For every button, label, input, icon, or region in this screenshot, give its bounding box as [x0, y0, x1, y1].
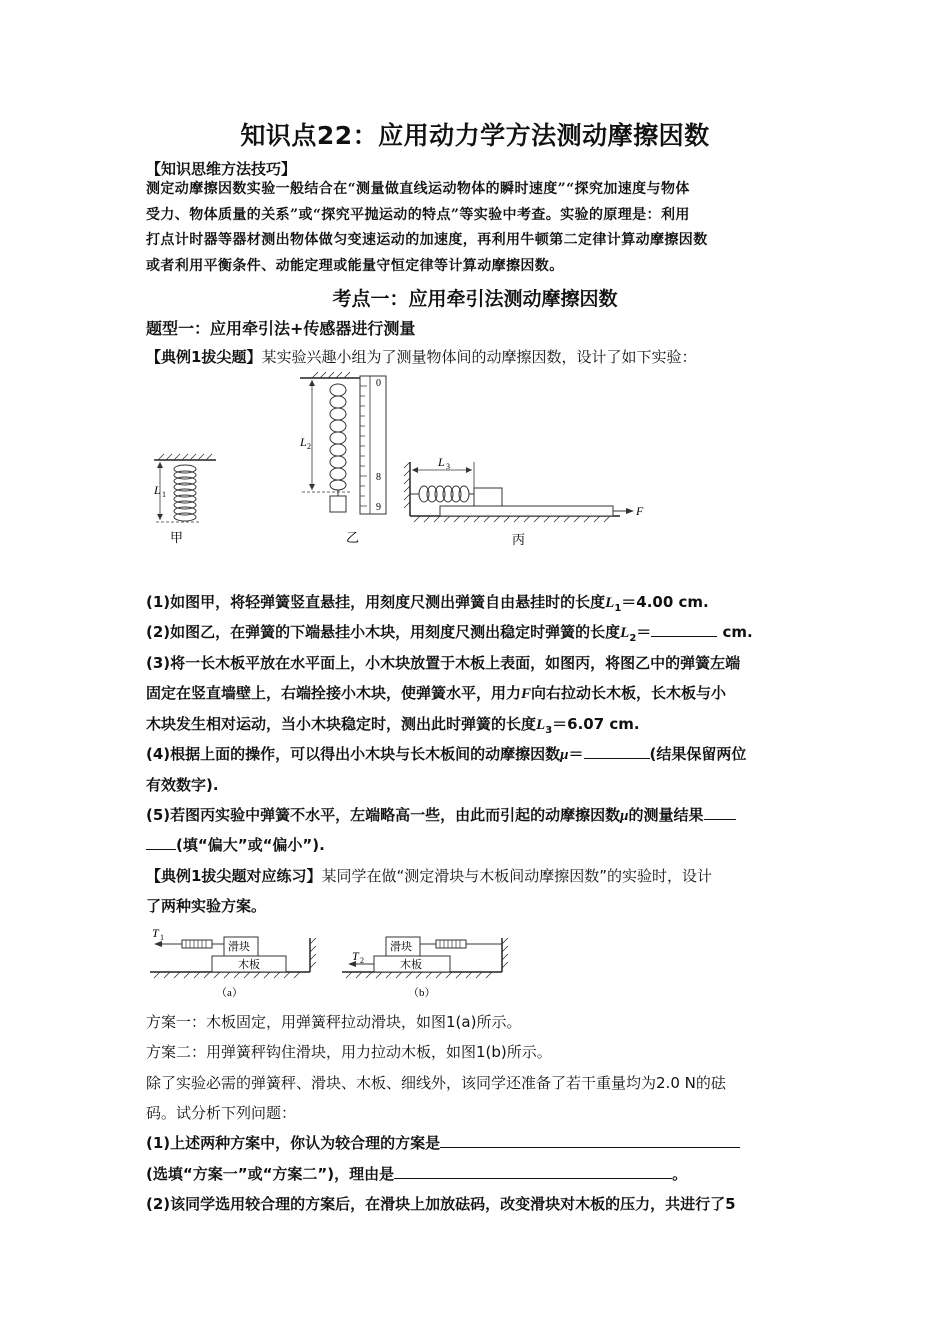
label-a: （a）: [216, 987, 243, 999]
example1-q2: (2)如图乙，在弹簧的下端悬挂小木块，用刻度尺测出稳定时弹簧的长度$L_2=$ cm.: [146, 623, 753, 644]
spring-figure: [140, 370, 660, 555]
practice-q2: (2)该同学选用较合理的方案后，在滑块上加放砝码，改变滑块对木板的压力，共进行了5: [146, 1195, 736, 1213]
figure-bing: [404, 455, 644, 548]
answer-blank-reason[interactable]: [394, 1164, 672, 1179]
ruler-label-9: 9: [376, 502, 381, 513]
label-yi: 乙: [346, 531, 360, 546]
label-board-b: 木板: [400, 958, 422, 971]
plan2: 方案二：用弹簧秤钩住滑块，用力拉动木板，如图1(b)所示。: [146, 1043, 552, 1061]
practice-line4: 码。试分析下列问题：: [146, 1104, 297, 1122]
intro-line: 受力、物体质量的关系”或“探究平抛运动的特点”等实验中考查。实验的原理是：利用: [146, 206, 690, 223]
answer-blank-L2[interactable]: [651, 622, 717, 637]
intro-paragraph: [146, 177, 806, 279]
example1-tag: 【典例1拔尖题】: [146, 348, 262, 366]
example1-q5-line1: (5)若图丙实验中弹簧不水平，左端略高一些，由此而引起的动摩擦因数μ的测量结果: [146, 804, 814, 825]
example1-q3-line3: 木块发生相对运动，当小木块稳定时，测出此时弹簧的长度$L_3=6.07$ cm.: [146, 715, 640, 736]
label-jia: 甲: [170, 531, 184, 546]
plan1: 方案一：木板固定，用弹簧秤拉动滑块，如图1(a)所示。: [146, 1013, 522, 1031]
answer-blank-mu[interactable]: [584, 744, 650, 759]
answer-blank-error-b[interactable]: [146, 835, 176, 850]
tixing-heading: 题型一：应用牵引法+传感器进行测量: [146, 319, 416, 338]
answer-blank-plan[interactable]: [440, 1133, 740, 1148]
practice-intro-line2: 了两种实验方案。: [146, 897, 267, 915]
example1-intro: [146, 346, 814, 367]
practice-line3: 除了实验必需的弹簧秤、滑块、木板、细线外，该同学还准备了若干重量均为2.0 N的砝: [146, 1074, 726, 1092]
practice-tag: 【典例1拔尖题对应练习】: [146, 867, 322, 885]
label-slider-b: 滑块: [390, 940, 412, 953]
label-L3: L: [438, 455, 445, 469]
label-bing: 丙: [512, 533, 526, 548]
label-T2: T: [352, 949, 359, 963]
example1-q3-line2: 固定在竖直墙壁上，右端拴接小木块，使弹簧水平，用力F向右拉动长木板，长木板与小: [146, 684, 727, 702]
label-T1: T: [152, 926, 159, 940]
example1-q4-line2: 有效数字).: [146, 776, 219, 794]
intro-line: 打点计时器等器材测出物体做匀变速运动的加速度，再利用牛顿第二定律计算动摩擦因数: [146, 232, 708, 248]
svg-text:3: 3: [446, 462, 450, 471]
label-board-a: 木板: [238, 958, 260, 971]
intro-line: 或者利用平衡条件、动能定理或能量守恒定律等计算动摩擦因数。: [146, 257, 564, 274]
section-heading-method: 【知识思维方法技巧】: [146, 160, 297, 178]
label-b: （b）: [408, 987, 436, 999]
svg-text:2: 2: [307, 442, 311, 451]
label-L2: L: [300, 435, 307, 449]
practice-q1-line1: (1)上述两种方案中，你认为较合理的方案是: [146, 1132, 814, 1153]
example1-q3-line1: (3)将一长木板平放在水平面上，小木块放置于木板上表面，如图丙，将图乙中的弹簧左端: [146, 654, 741, 672]
intro-line: 测定动摩擦因数实验一般结合在“测量做直线运动物体的瞬时速度”“探究加速度与物体: [146, 181, 690, 197]
example1-q4-line1: (4)根据上面的操作，可以得出小木块与长木板间的动摩擦因数μ＝ (结果保留两位: [146, 745, 747, 763]
ruler-label-0: 0: [376, 378, 381, 389]
example1-q1: (1)如图甲，将轻弹簧竖直悬挂，用刻度尺测出弹簧自由悬挂时的长度$L_1=4.00$ cm.: [146, 593, 709, 614]
kaodian-heading: 考点一：应用牵引法测动摩擦因数: [332, 288, 618, 310]
figure-yi: [299, 372, 386, 546]
practice-q1-line2: (选填“方案一”或“方案二”)，理由是 。: [146, 1165, 688, 1183]
answer-blank-error-a[interactable]: [704, 805, 736, 820]
practice-intro-line1: 【典例1拔尖题对应练习】某同学在做“测定滑块与木板间动摩擦因数”的实验时，设计: [146, 867, 712, 885]
example1-text: 某实验兴趣小组为了测量物体间的动摩擦因数，设计了如下实验：: [261, 348, 697, 366]
svg-text:1: 1: [160, 933, 164, 942]
label-L1: L: [154, 483, 161, 497]
label-F: F: [636, 504, 644, 518]
ruler-label-8: 8: [376, 472, 381, 483]
page-title: 知识点22：应用动力学方法测动摩擦因数: [240, 121, 710, 150]
figure-b: [342, 937, 508, 999]
example1-q5-line2: (填“偏大”或“偏小”).: [146, 834, 814, 855]
figure-a: [150, 926, 316, 999]
svg-text:2: 2: [360, 956, 364, 965]
label-slider-a: 滑块: [228, 940, 250, 953]
friction-figure: [146, 922, 516, 1002]
svg-text:1: 1: [162, 490, 166, 499]
figure-jia: [153, 454, 216, 546]
